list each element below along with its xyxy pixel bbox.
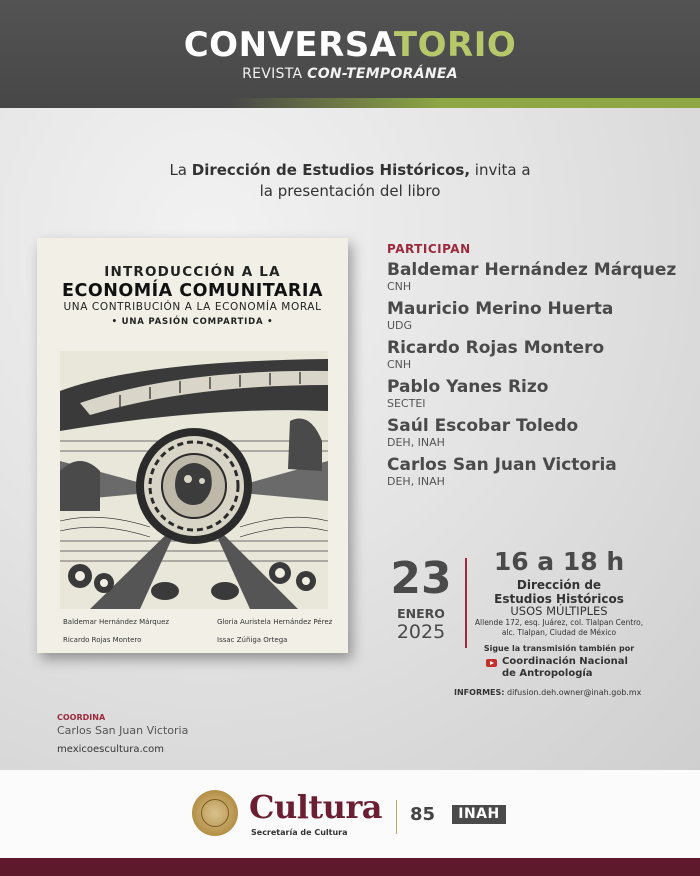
magazine-subtitle — [0, 66, 700, 82]
event-time: 16 a 18 h — [493, 547, 625, 576]
participant-institution: SECTEI — [387, 397, 426, 410]
stream-channel-name — [502, 656, 628, 680]
book-author-1: Baldemar Hernández Márquez — [63, 618, 170, 626]
book-cover — [37, 238, 348, 653]
participant-name: Saúl Escobar Toledo — [387, 416, 579, 436]
participant-name: Pablo Yanes Rizo — [387, 377, 549, 397]
subtitle-plain: REVISTA — [242, 66, 308, 82]
title-part-green: TORIO — [393, 25, 517, 65]
event-venue — [474, 578, 644, 606]
event-month: ENERO — [397, 606, 445, 621]
contact-label: INFORMES: — [454, 688, 505, 697]
subtitle-magazine-name: CON-TEMPORÁNEA — [307, 66, 458, 82]
participant-name: Carlos San Juan Victoria — [387, 455, 617, 475]
national-seal-icon — [192, 790, 238, 836]
book-author-2: Gloria Auristela Hernández Pérez — [217, 618, 333, 626]
invite-pre: La — [169, 161, 192, 179]
book-author-3: Ricardo Rojas Montero — [63, 636, 142, 644]
header-banner — [0, 0, 700, 108]
inah-label: INAH — [452, 805, 506, 824]
event-year: 2025 — [396, 621, 446, 643]
green-accent-bar — [230, 98, 700, 108]
coordinator-name: Carlos San Juan Victoria — [57, 724, 189, 737]
coordination-label: COORDINA — [57, 713, 106, 722]
inah-anniversary: 85 — [410, 804, 436, 825]
venue-line2: Estudios Históricos — [494, 592, 624, 606]
participant — [387, 455, 617, 488]
address-line1: Allende 172, esq. Juárez, col. Tlalpan Centro, — [474, 618, 644, 627]
participant-institution: DEH, INAH — [387, 436, 445, 449]
title-part-white: CONVERSA — [183, 25, 394, 65]
invite-post: invita a — [470, 161, 531, 179]
stream-label: Sigue la transmisión también por — [483, 644, 635, 653]
book-subtitle: UNA CONTRIBUCIÓN A LA ECONOMÍA MORAL — [63, 301, 322, 313]
event-day: 23 — [390, 553, 452, 604]
participant — [387, 416, 578, 449]
participant-name: Baldemar Hernández Márquez — [387, 260, 677, 280]
book-author-4: Issac Zúñiga Ortega — [217, 636, 288, 644]
stream-name-line2: de Antropología — [502, 668, 593, 679]
website-link[interactable]: mexicoescultura.com — [57, 744, 165, 755]
venue-room: USOS MÚLTIPLES — [510, 604, 608, 618]
bottom-maroon-bar — [0, 858, 700, 876]
participant — [387, 338, 604, 371]
footer — [0, 770, 700, 858]
participants-label: PARTICIPAN — [387, 242, 471, 256]
event-title — [0, 26, 700, 64]
cultura-logo: Cultura — [249, 788, 383, 826]
participant — [387, 299, 613, 332]
participant-institution: CNH — [387, 280, 412, 293]
participant-institution: DEH, INAH — [387, 475, 445, 488]
contact-email[interactable]: difusion.deh.owner@inah.gob.mx — [504, 688, 642, 697]
invite-line2: la presentación del libro — [259, 182, 441, 200]
participant-name: Mauricio Merino Huerta — [387, 299, 614, 319]
footer-divider — [396, 800, 397, 834]
book-title-line2: ECONOMÍA COMUNITARIA — [62, 281, 323, 301]
address-line2: alc. Tlalpan, Ciudad de México — [501, 628, 617, 637]
date-divider — [465, 558, 467, 648]
venue-line1: Dirección de — [516, 578, 602, 592]
participant-name: Ricardo Rojas Montero — [387, 338, 605, 358]
stream-name-line1: Coordinación Nacional — [502, 656, 628, 667]
book-tagline: • UNA PASIÓN COMPARTIDA • — [111, 317, 274, 327]
book-title-line1: INTRODUCCIÓN A LA — [104, 264, 281, 280]
participant-institution: UDG — [387, 319, 413, 332]
book-cover-engraving — [60, 351, 328, 609]
participant — [387, 260, 676, 293]
participant-institution: CNH — [387, 358, 412, 371]
invitation-text — [0, 160, 700, 202]
youtube-icon — [486, 659, 497, 667]
contact-info — [454, 688, 641, 697]
participant — [387, 377, 548, 410]
main-panel — [0, 108, 700, 770]
venue-address — [472, 618, 646, 638]
cultura-subtitle: Secretaría de Cultura — [251, 828, 348, 837]
invite-org: Dirección de Estudios Históricos, — [191, 161, 471, 179]
